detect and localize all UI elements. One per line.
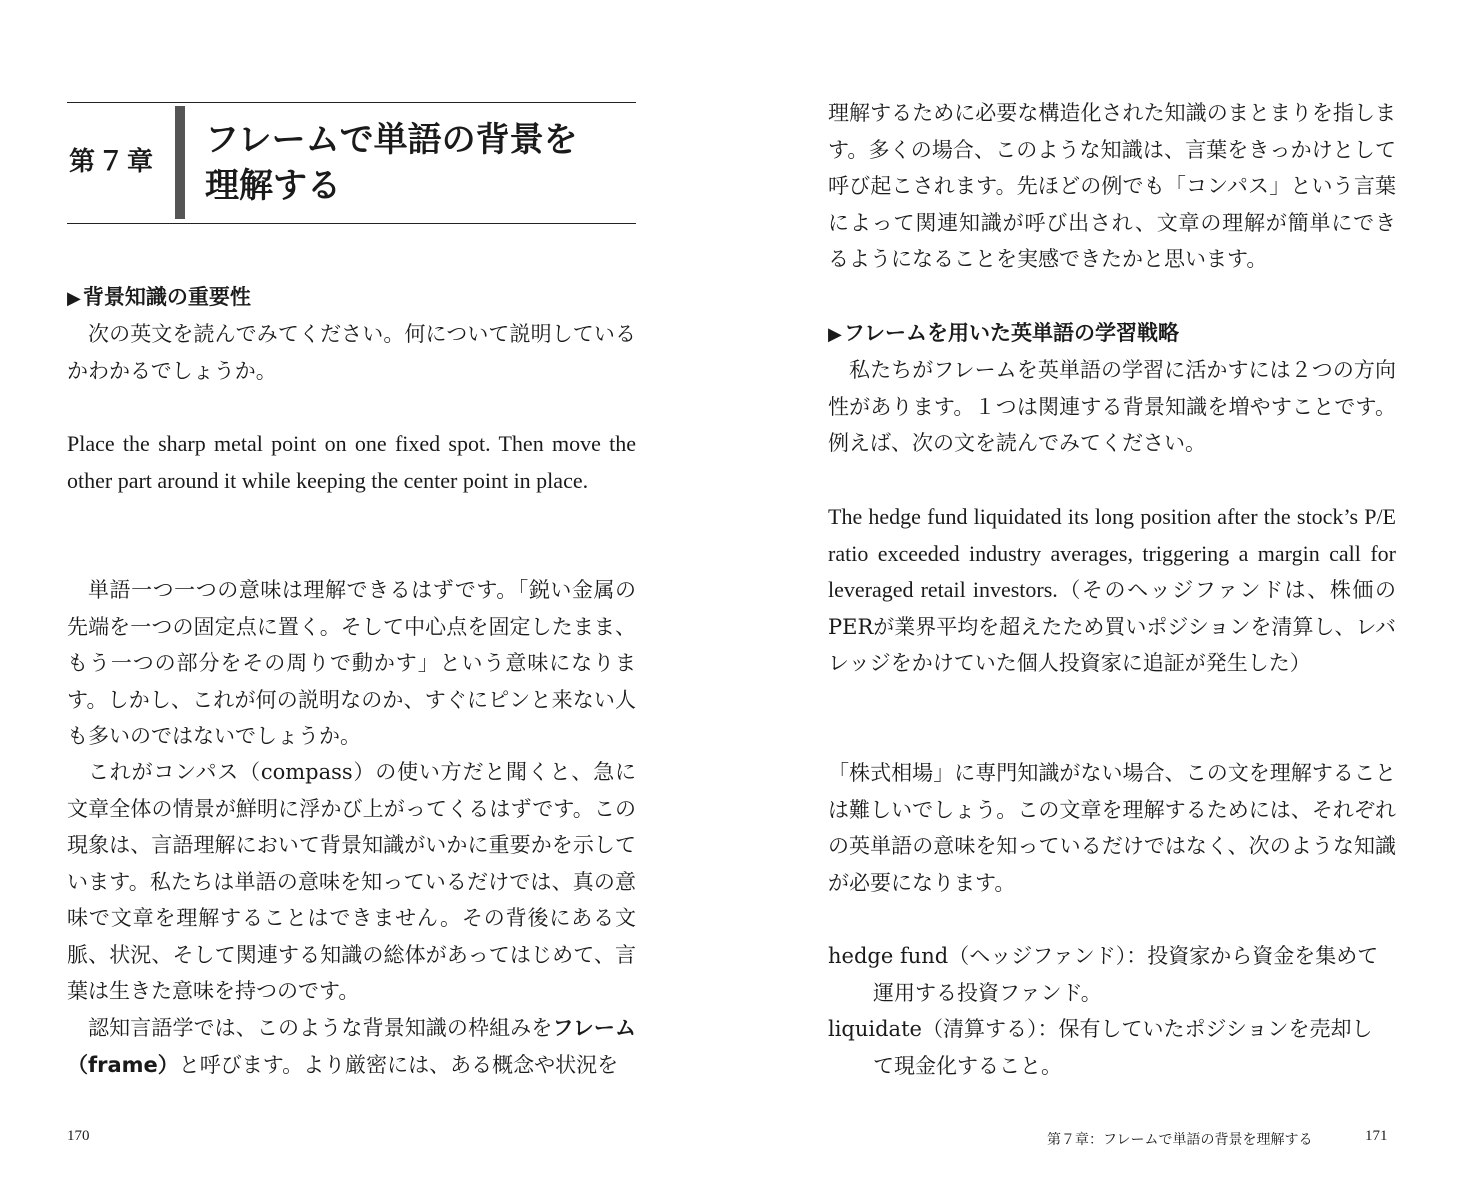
page-number-left: 170 (67, 1128, 90, 1144)
page-number-right: 171 (1365, 1128, 1388, 1144)
section-heading-text: 背景知識の重要性 (82, 285, 251, 309)
triangle-bullet-icon: ▶ (67, 288, 81, 309)
section-heading-text: フレームを用いた英単語の学習戦略 (843, 321, 1180, 345)
glossary-definition-line: 運用する投資ファンド。 (873, 980, 1102, 1005)
triangle-bullet-icon: ▶ (828, 324, 842, 345)
frame-definition-text-after: と呼びます。より厳密には、ある概念や状況を (178, 1052, 619, 1077)
chapter-header (67, 102, 636, 224)
paragraph-continued: 理解するために必要な構造化された知識のまとまりを指します。多くの場合、このような知識は、言葉をきっかけとして呼び起こされます。先ほどの例でも「コンパス」という言葉によって関連知識が呼び出され、文章の理解が簡単にできるようになることを実感できたかと思います。 (828, 101, 1396, 271)
right-page (730, 0, 1461, 1200)
english-sentence: The hedge fund liquidated its long position after the stock’s P/E ratio exceeded industry averages, triggering a margin call for leveraged retail investors. (828, 504, 1396, 602)
paragraph-two-directions: 私たちがフレームを英単語の学習に活かすには２つの方向性があります。１つは関連する背景知識を増やすことです。例えば、次の文を読んでみてください。 (828, 358, 1396, 455)
frame-term-bold: フレーム（frame） (67, 1016, 636, 1077)
glossary-term-line: hedge fund（ヘッジファンド）：投資家から資金を集めて (828, 944, 1379, 968)
section-heading-learning-strategy (828, 318, 1179, 350)
paragraph-frame-definition (67, 1010, 636, 1083)
section-heading-background-knowledge (67, 282, 251, 314)
glossary-definition-line: て現金化すること。 (873, 1053, 1062, 1078)
english-example-hedge-fund (828, 499, 1396, 682)
japanese-translation: （そのヘッジファンドは、株価のPERが業界平均を超えたため買いポジションを清算し、レバレッジをかけていた個人投資家に追証が発生した） (828, 578, 1396, 675)
frame-definition-text-before: 認知言語学では、このような背景知識の枠組みを (88, 1016, 553, 1040)
chapter-title (205, 117, 625, 209)
chapter-title-line2: 理解する (205, 166, 341, 206)
glossary-term-line: liquidate（清算する）：保有していたポジションを売却し (828, 1017, 1373, 1041)
running-head: 第７章：フレームで単語の背景を理解する (1047, 1132, 1313, 1148)
english-example-compass: Place the sharp metal point on one fixed spot. Then move the other part around it while keeping the center point in place. (67, 431, 636, 493)
paragraph-knowledge-needed: 「株式相場」に専門知識がない場合、この文を理解することは難しいでしょう。この文章を理解するためには、それぞれの英単語の意味を知っているだけではなく、次のような知識が必要になります。 (828, 761, 1396, 895)
left-page (0, 0, 730, 1200)
paragraph-intro: 次の英文を読んでみてください。何について説明しているかわかるでしょうか。 (67, 322, 636, 383)
paragraph-meaning: 単語一つ一つの意味は理解できるはずです。「鋭い金属の先端を一つの固定点に置く。そして中心点を固定したまま、もう一つの部分をその周りで動かす」という意味になります。しかし、これが何の説明なのか、すぐにピンと来ない人も多いのではないでしょうか。 (67, 578, 636, 748)
chapter-number: 第７章 (69, 147, 157, 177)
glossary-item (828, 1011, 1396, 1084)
paragraph-compass: これがコンパス（compass）の使い方だと聞くと、急に文章全体の情景が鮮明に浮かび上がってくるはずです。この現象は、言語理解において背景知識がいかに重要かを示しています。私たちは単語の意味を知っているだけでは、真の意味で文章を理解することはできません。その背後にある文脈、状況、そして関連する知識の総体があってはじめて、言葉は生きた意味を持つのです。 (67, 760, 636, 1003)
glossary-item (828, 938, 1396, 1011)
chapter-title-line1: フレームで単語の背景を (205, 120, 578, 160)
chapter-divider-bar (175, 106, 185, 219)
